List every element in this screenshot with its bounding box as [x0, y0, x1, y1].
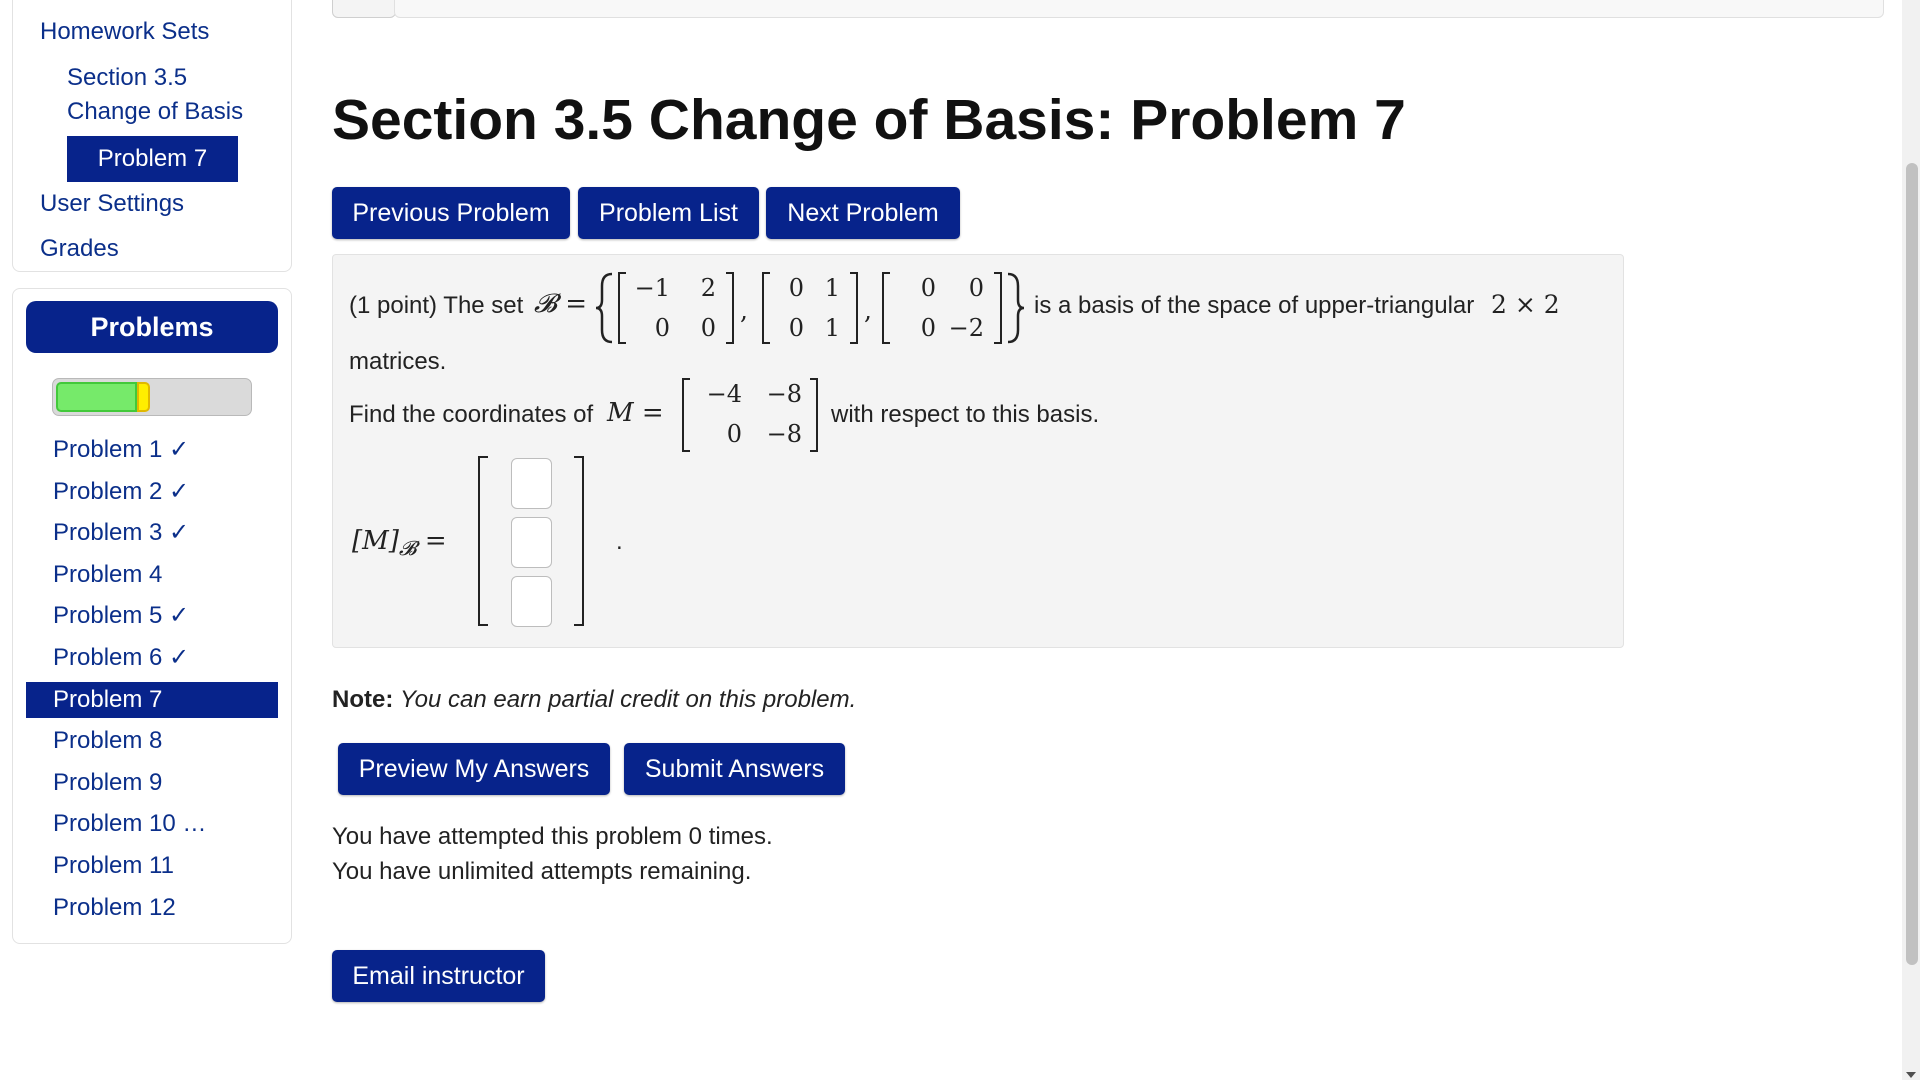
basis-matrix-cell: 2 [700, 274, 716, 302]
basis-matrix-cell: −2 [948, 314, 984, 342]
basis-matrix-cell: 0 [968, 274, 984, 302]
basis-matrix-cell: 1 [824, 314, 840, 342]
attempts-count: You have attempted this problem 0 times. [332, 823, 773, 850]
answer-input-3[interactable] [511, 576, 552, 627]
problem-list [26, 429, 278, 928]
basis-matrix-2 [762, 272, 858, 344]
basis-matrix-cell: 0 [788, 314, 804, 342]
basis-matrix-cell: 1 [824, 274, 840, 302]
m-matrix-right-bracket [810, 378, 818, 452]
email-instructor-button[interactable]: Email instructor [332, 950, 545, 1002]
basis-matrix-cell: 0 [920, 314, 936, 342]
progress-partial-fill [137, 382, 150, 412]
nav-user-settings-link[interactable]: User Settings [40, 190, 185, 217]
problem-list-item[interactable]: Problem 7 [26, 682, 278, 718]
problem-list-item[interactable]: Problem 9 [53, 768, 163, 796]
problem-list-item[interactable]: Problem 12 [53, 893, 176, 921]
attempts-remaining: You have unlimited attempts remaining. [332, 858, 752, 885]
nav-homework-sets-link[interactable]: Homework Sets [40, 18, 210, 45]
top-tab [332, 0, 396, 18]
problem-line2: matrices. [349, 348, 447, 375]
basis-matrix-bracket [882, 272, 890, 344]
basis-matrix-1 [618, 272, 734, 344]
note-text: You can earn partial credit on this problem. [400, 686, 857, 713]
problem-list-item[interactable]: Problem 6 ✓ [53, 643, 190, 671]
preview-answers-button[interactable]: Preview My Answers [338, 743, 610, 795]
basis-comma: , [740, 296, 748, 325]
progress-bar [52, 378, 252, 416]
m-matrix [682, 378, 818, 452]
problem-list-item[interactable]: Problem 4 [53, 560, 163, 588]
answer-label: $[M]_𝓑$ = [352, 526, 447, 561]
m-cell: 0 [726, 420, 742, 448]
top-bar [394, 0, 1884, 18]
partial-credit-note [332, 686, 856, 714]
answer-input-1[interactable] [511, 458, 552, 509]
basis-matrix-cell: 0 [920, 274, 936, 302]
basis-matrix-bracket [726, 272, 734, 344]
set-symbol: 𝓑 = [534, 289, 587, 319]
previous-problem-button[interactable]: Previous Problem [332, 187, 570, 239]
problem-list-item[interactable]: Problem 5 ✓ [53, 602, 190, 630]
problem-list-item[interactable]: Problem 3 ✓ [53, 519, 190, 547]
problem-list-item[interactable]: Problem 8 [53, 727, 163, 755]
note-label: Note: [332, 686, 394, 713]
m-symbol: M = [607, 398, 664, 428]
next-problem-button[interactable]: Next Problem [766, 187, 960, 239]
problem-list-item[interactable]: Problem 11 [53, 851, 174, 879]
m-matrix-left-bracket [682, 378, 690, 452]
answer-input-2[interactable] [511, 517, 552, 568]
problem-after-set: is a basis of the space of upper-triangular [1034, 292, 1475, 319]
problem-list-item[interactable]: Problem 10 … [53, 810, 207, 838]
basis-matrix-cell: −1 [634, 274, 670, 302]
nav-section-link-line2[interactable]: Change of Basis [67, 98, 244, 125]
progress-correct-fill [56, 382, 137, 412]
nav-grades-link[interactable]: Grades [40, 235, 119, 262]
find-prefix: Find the coordinates of [349, 401, 594, 428]
submit-answers-button[interactable]: Submit Answers [624, 743, 845, 795]
page-title: Section 3.5 Change of Basis: Problem 7 [332, 88, 1406, 152]
m-cell: −8 [766, 420, 802, 448]
set-open-brace [594, 272, 616, 344]
basis-matrix-cell: 0 [788, 274, 804, 302]
basis-matrix-bracket [994, 272, 1002, 344]
m-cell: −4 [706, 380, 742, 408]
problem-intro: (1 point) The set [349, 292, 524, 319]
basis-matrix-bracket [762, 272, 770, 344]
scrollbar-thumb[interactable] [1906, 163, 1918, 965]
problem-list-item[interactable]: Problem 1 ✓ [53, 436, 190, 463]
page-scrollbar[interactable] [1902, 0, 1920, 1080]
problem-list-item[interactable]: Problem 2 ✓ [53, 477, 190, 505]
basis-matrix-cell: 0 [654, 314, 670, 342]
basis-matrix-bracket [850, 272, 858, 344]
answer-right-bracket [574, 456, 584, 626]
nav-current-problem[interactable]: Problem 7 [67, 136, 238, 182]
m-cell: −8 [766, 380, 802, 408]
problem-list-button[interactable]: Problem List [578, 187, 759, 239]
answer-left-bracket [478, 456, 488, 626]
basis-matrix-cell: 0 [700, 314, 716, 342]
set-close-brace [1004, 272, 1026, 344]
scroll-down-arrow-icon[interactable] [1906, 1072, 1916, 1078]
basis-comma: , [864, 296, 872, 325]
answer-period: . [616, 528, 623, 555]
basis-matrix-bracket [618, 272, 626, 344]
problems-panel-title: Problems [26, 301, 278, 353]
nav-section-link-line1[interactable]: Section 3.5 [67, 64, 188, 91]
basis-matrix-3 [882, 272, 1002, 344]
dimensions: 2 × 2 [1491, 290, 1560, 319]
find-suffix: with respect to this basis. [831, 401, 1100, 428]
